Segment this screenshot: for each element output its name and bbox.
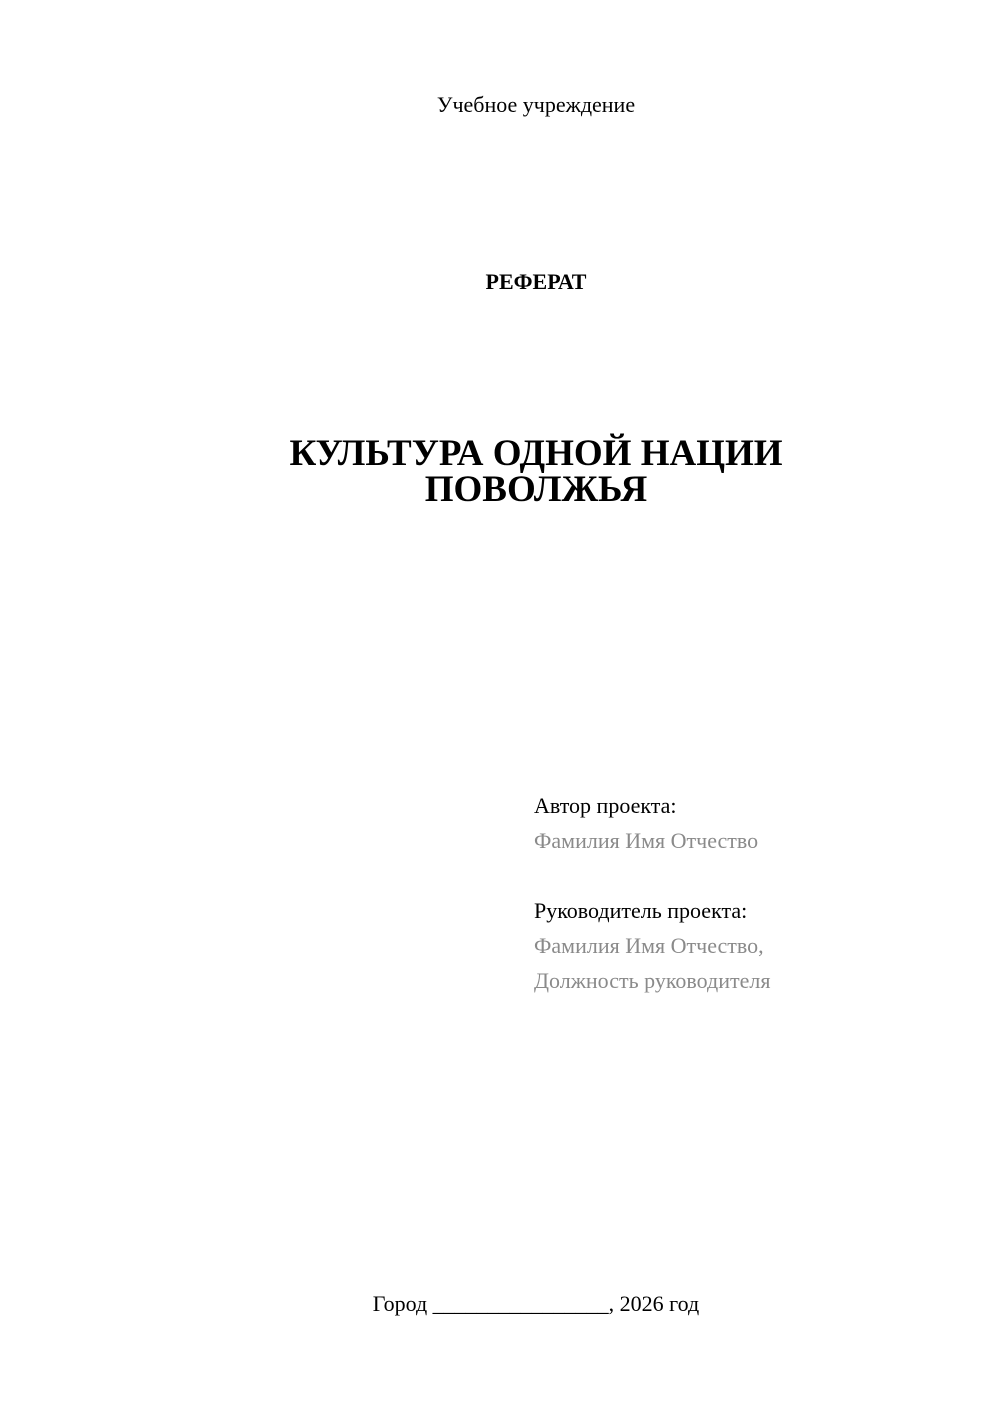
city-year-line [0, 1290, 1000, 1318]
supervisor-label: Руководитель проекта: [534, 898, 748, 923]
institution-name: Учебное учреждение [436, 92, 636, 117]
supervisor-name: Фамилия Имя Отчество, [534, 933, 764, 958]
title-line-2: ПОВОЛЖЬЯ [424, 469, 648, 510]
title-line-1: КУЛЬТУРА ОДНОЙ НАЦИИ [289, 433, 783, 474]
author-name: Фамилия Имя Отчество [534, 828, 759, 853]
document-title [0, 433, 1000, 510]
author-label: Автор проекта: [534, 793, 677, 818]
credits-block [534, 788, 974, 998]
document-type: РЕФЕРАТ [485, 269, 587, 294]
city-label: Город [372, 1291, 428, 1316]
supervisor-position: Должность руководителя [534, 968, 771, 993]
city-blank: ________________ [432, 1291, 609, 1316]
credits-spacer [534, 858, 974, 893]
year-text: , 2026 год [608, 1291, 700, 1316]
